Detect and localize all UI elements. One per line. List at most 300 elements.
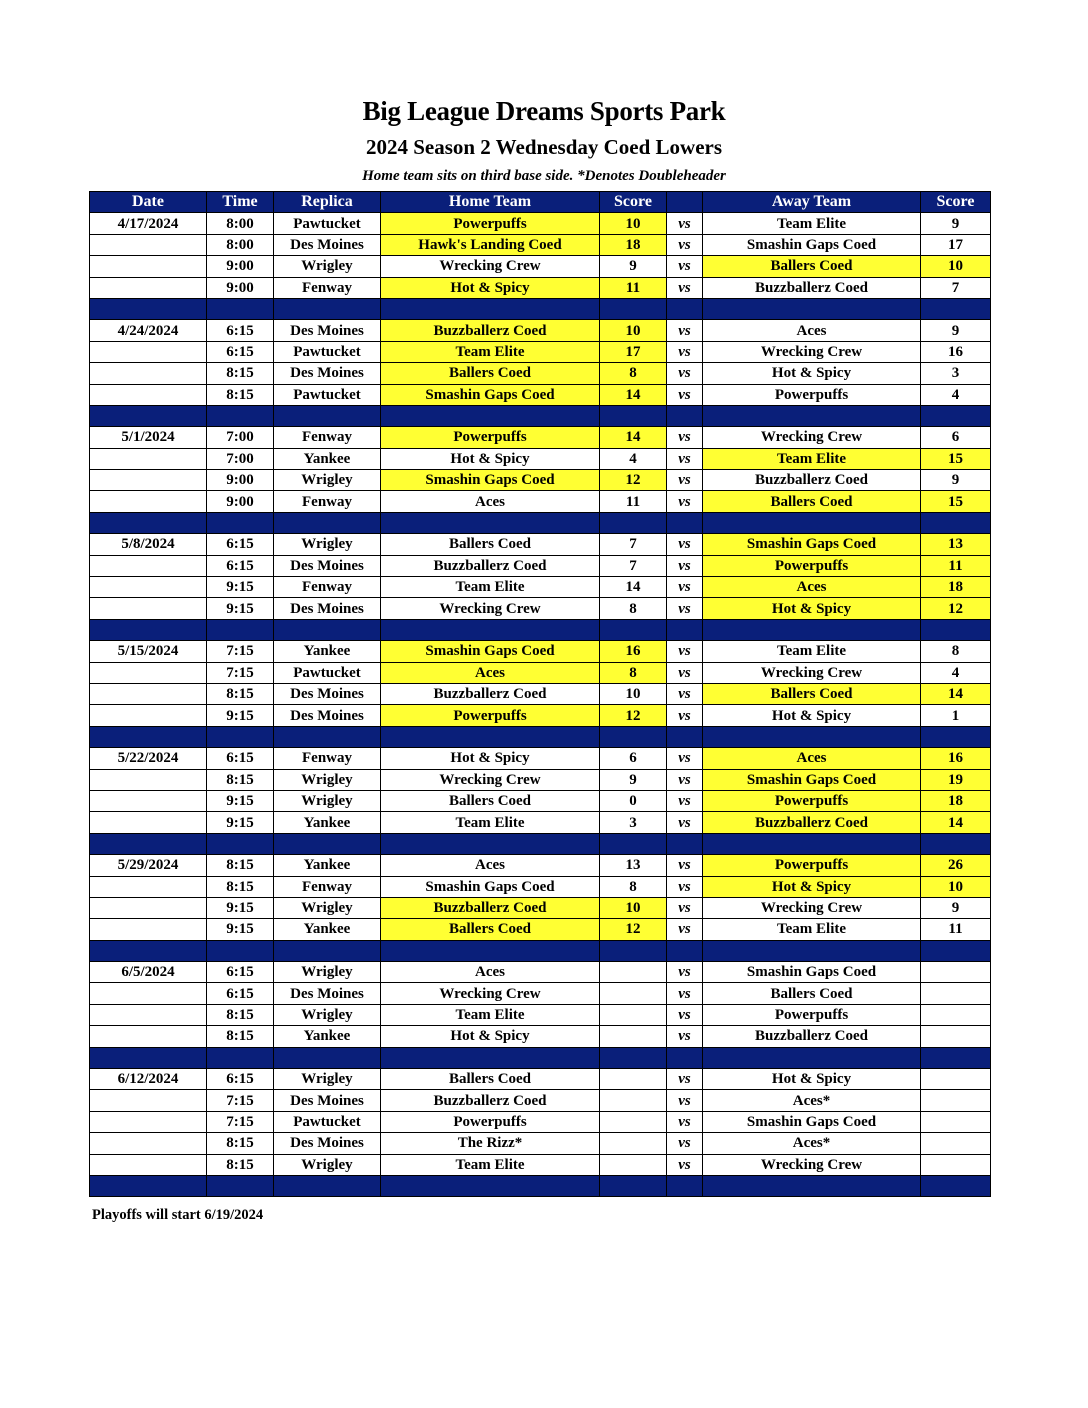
date-cell: [90, 598, 207, 619]
time-cell: 7:00: [207, 427, 274, 448]
date-cell: [90, 384, 207, 405]
replica-cell: Fenway: [274, 427, 381, 448]
vs-cell: vs: [667, 769, 703, 790]
time-cell: 9:15: [207, 919, 274, 940]
separator-cell: [381, 940, 600, 961]
away-team-cell: Powerpuffs: [703, 855, 921, 876]
away-score-cell: [921, 1111, 991, 1132]
vs-cell: vs: [667, 812, 703, 833]
schedule-table: [89, 191, 991, 1197]
col-header-away-score: Score: [921, 192, 991, 213]
replica-cell: Des Moines: [274, 683, 381, 704]
home-team-cell: Powerpuffs: [381, 213, 600, 234]
home-team-cell: Buzzballerz Coed: [381, 897, 600, 918]
vs-cell: vs: [667, 1090, 703, 1111]
date-cell: [90, 876, 207, 897]
home-team-cell: Buzzballerz Coed: [381, 555, 600, 576]
separator-cell: [600, 405, 667, 426]
home-score-cell: 12: [600, 705, 667, 726]
time-cell: 7:15: [207, 641, 274, 662]
replica-cell: Des Moines: [274, 363, 381, 384]
away-team-cell: Hot & Spicy: [703, 1069, 921, 1090]
away-team-cell: Buzzballerz Coed: [703, 1026, 921, 1047]
replica-cell: Des Moines: [274, 983, 381, 1004]
time-cell: 8:15: [207, 1154, 274, 1175]
away-team-cell: Hot & Spicy: [703, 705, 921, 726]
date-cell: [90, 256, 207, 277]
separator-cell: [667, 298, 703, 319]
replica-cell: Wrigley: [274, 790, 381, 811]
table-row: [90, 598, 991, 619]
separator-cell: [667, 726, 703, 747]
home-team-cell: Ballers Coed: [381, 1069, 600, 1090]
time-cell: 7:00: [207, 448, 274, 469]
table-row: [90, 491, 991, 512]
time-cell: 6:15: [207, 748, 274, 769]
home-score-cell: 16: [600, 641, 667, 662]
date-cell: [90, 790, 207, 811]
date-cell: [90, 1026, 207, 1047]
home-score-cell: 18: [600, 234, 667, 255]
away-score-cell: [921, 983, 991, 1004]
away-score-cell: 18: [921, 577, 991, 598]
table-row: [90, 234, 991, 255]
away-team-cell: Smashin Gaps Coed: [703, 1111, 921, 1132]
home-score-cell: 14: [600, 577, 667, 598]
vs-cell: vs: [667, 662, 703, 683]
home-score-cell: 3: [600, 812, 667, 833]
away-team-cell: Buzzballerz Coed: [703, 470, 921, 491]
table-header-row: [90, 192, 991, 213]
home-team-cell: Wrecking Crew: [381, 983, 600, 1004]
replica-cell: Wrigley: [274, 256, 381, 277]
table-row: [90, 983, 991, 1004]
time-cell: 8:15: [207, 1026, 274, 1047]
separator-cell: [274, 1047, 381, 1068]
home-score-cell: 12: [600, 919, 667, 940]
col-header-away-team: Away Team: [703, 192, 921, 213]
home-score-cell: 8: [600, 363, 667, 384]
away-team-cell: Hot & Spicy: [703, 363, 921, 384]
separator-cell: [381, 405, 600, 426]
replica-cell: Fenway: [274, 876, 381, 897]
separator-cell: [600, 1047, 667, 1068]
separator-cell: [274, 512, 381, 533]
date-cell: [90, 363, 207, 384]
away-team-cell: Powerpuffs: [703, 384, 921, 405]
separator-cell: [667, 1047, 703, 1068]
away-team-cell: Ballers Coed: [703, 491, 921, 512]
away-team-cell: Smashin Gaps Coed: [703, 769, 921, 790]
separator-cell: [921, 940, 991, 961]
separator-cell: [703, 1175, 921, 1196]
away-score-cell: [921, 1133, 991, 1154]
date-cell: [90, 448, 207, 469]
table-row: [90, 341, 991, 362]
separator-cell: [381, 726, 600, 747]
away-score-cell: 12: [921, 598, 991, 619]
separator-cell: [703, 298, 921, 319]
home-team-cell: Ballers Coed: [381, 790, 600, 811]
separator-cell: [921, 1047, 991, 1068]
away-score-cell: 14: [921, 812, 991, 833]
home-team-cell: Hot & Spicy: [381, 748, 600, 769]
home-score-cell: 8: [600, 662, 667, 683]
table-row: [90, 662, 991, 683]
home-score-cell: [600, 1026, 667, 1047]
table-row: [90, 855, 991, 876]
away-score-cell: 9: [921, 897, 991, 918]
separator-cell: [600, 1175, 667, 1196]
home-score-cell: [600, 1133, 667, 1154]
date-cell: [90, 1133, 207, 1154]
away-team-cell: Wrecking Crew: [703, 897, 921, 918]
time-cell: 9:15: [207, 705, 274, 726]
date-cell: 6/12/2024: [90, 1069, 207, 1090]
home-score-cell: 13: [600, 855, 667, 876]
separator-cell: [667, 619, 703, 640]
home-team-cell: Wrecking Crew: [381, 769, 600, 790]
time-cell: 6:15: [207, 534, 274, 555]
replica-cell: Yankee: [274, 855, 381, 876]
col-header-replica: Replica: [274, 192, 381, 213]
home-score-cell: 9: [600, 769, 667, 790]
separator-cell: [703, 940, 921, 961]
replica-cell: Yankee: [274, 1026, 381, 1047]
vs-cell: vs: [667, 598, 703, 619]
separator-cell: [667, 512, 703, 533]
replica-cell: Des Moines: [274, 598, 381, 619]
table-row: [90, 641, 991, 662]
table-row: [90, 1069, 991, 1090]
home-team-cell: Hot & Spicy: [381, 277, 600, 298]
vs-cell: vs: [667, 427, 703, 448]
time-cell: 8:15: [207, 855, 274, 876]
table-row: [90, 876, 991, 897]
separator-cell: [600, 512, 667, 533]
separator-cell: [274, 726, 381, 747]
table-row: [90, 384, 991, 405]
vs-cell: vs: [667, 491, 703, 512]
away-team-cell: Aces: [703, 320, 921, 341]
separator-cell: [381, 298, 600, 319]
home-team-cell: Team Elite: [381, 341, 600, 362]
away-score-cell: 17: [921, 234, 991, 255]
separator-cell: [600, 619, 667, 640]
home-team-cell: The Rizz*: [381, 1133, 600, 1154]
separator-cell: [381, 512, 600, 533]
vs-cell: vs: [667, 555, 703, 576]
date-cell: [90, 470, 207, 491]
vs-cell: vs: [667, 277, 703, 298]
away-score-cell: 10: [921, 256, 991, 277]
home-team-cell: Team Elite: [381, 577, 600, 598]
home-score-cell: [600, 1090, 667, 1111]
home-score-cell: 10: [600, 320, 667, 341]
table-row: [90, 448, 991, 469]
separator-cell: [703, 1047, 921, 1068]
home-team-cell: Hawk's Landing Coed: [381, 234, 600, 255]
home-score-cell: [600, 962, 667, 983]
table-row: [90, 1154, 991, 1175]
away-score-cell: [921, 1090, 991, 1111]
home-score-cell: 10: [600, 213, 667, 234]
separator-cell: [90, 405, 207, 426]
replica-cell: Wrigley: [274, 1069, 381, 1090]
time-cell: 9:15: [207, 897, 274, 918]
replica-cell: Wrigley: [274, 534, 381, 555]
replica-cell: Pawtucket: [274, 213, 381, 234]
separator-cell: [703, 726, 921, 747]
away-score-cell: 16: [921, 748, 991, 769]
away-team-cell: Smashin Gaps Coed: [703, 534, 921, 555]
home-score-cell: 9: [600, 256, 667, 277]
home-score-cell: 7: [600, 555, 667, 576]
away-score-cell: 15: [921, 448, 991, 469]
vs-cell: vs: [667, 1069, 703, 1090]
away-score-cell: [921, 1154, 991, 1175]
away-team-cell: Team Elite: [703, 213, 921, 234]
home-score-cell: 6: [600, 748, 667, 769]
separator-cell: [381, 619, 600, 640]
home-team-cell: Aces: [381, 662, 600, 683]
week-separator-row: [90, 619, 991, 640]
vs-cell: vs: [667, 341, 703, 362]
vs-cell: vs: [667, 705, 703, 726]
home-score-cell: 7: [600, 534, 667, 555]
home-score-cell: 0: [600, 790, 667, 811]
away-team-cell: Wrecking Crew: [703, 427, 921, 448]
time-cell: 9:00: [207, 491, 274, 512]
separator-cell: [207, 512, 274, 533]
separator-cell: [274, 619, 381, 640]
time-cell: 7:15: [207, 1090, 274, 1111]
vs-cell: vs: [667, 470, 703, 491]
time-cell: 6:15: [207, 962, 274, 983]
vs-cell: vs: [667, 748, 703, 769]
vs-cell: vs: [667, 790, 703, 811]
separator-cell: [600, 726, 667, 747]
date-cell: 5/8/2024: [90, 534, 207, 555]
replica-cell: Wrigley: [274, 1004, 381, 1025]
date-cell: [90, 812, 207, 833]
separator-cell: [381, 1175, 600, 1196]
vs-cell: vs: [667, 1154, 703, 1175]
home-score-cell: [600, 983, 667, 1004]
home-score-cell: 10: [600, 683, 667, 704]
week-separator-row: [90, 1175, 991, 1196]
separator-cell: [207, 833, 274, 854]
replica-cell: Des Moines: [274, 320, 381, 341]
replica-cell: Fenway: [274, 577, 381, 598]
separator-cell: [274, 833, 381, 854]
separator-cell: [703, 405, 921, 426]
separator-cell: [90, 298, 207, 319]
vs-cell: vs: [667, 448, 703, 469]
table-row: [90, 555, 991, 576]
separator-cell: [90, 726, 207, 747]
separator-cell: [90, 1047, 207, 1068]
home-team-cell: Team Elite: [381, 812, 600, 833]
away-score-cell: 15: [921, 491, 991, 512]
vs-cell: vs: [667, 1111, 703, 1132]
home-team-cell: Team Elite: [381, 1154, 600, 1175]
away-score-cell: [921, 1026, 991, 1047]
home-score-cell: 4: [600, 448, 667, 469]
home-score-cell: 11: [600, 277, 667, 298]
away-score-cell: 26: [921, 855, 991, 876]
col-header-time: Time: [207, 192, 274, 213]
home-team-cell: Aces: [381, 962, 600, 983]
separator-cell: [90, 833, 207, 854]
away-team-cell: Aces: [703, 577, 921, 598]
home-team-cell: Ballers Coed: [381, 534, 600, 555]
table-row: [90, 277, 991, 298]
table-row: [90, 812, 991, 833]
separator-cell: [703, 833, 921, 854]
vs-cell: vs: [667, 962, 703, 983]
separator-cell: [667, 405, 703, 426]
vs-cell: vs: [667, 320, 703, 341]
time-cell: 6:15: [207, 320, 274, 341]
separator-cell: [921, 726, 991, 747]
date-cell: 5/29/2024: [90, 855, 207, 876]
time-cell: 6:15: [207, 1069, 274, 1090]
vs-cell: vs: [667, 855, 703, 876]
replica-cell: Pawtucket: [274, 384, 381, 405]
replica-cell: Wrigley: [274, 962, 381, 983]
separator-cell: [274, 405, 381, 426]
separator-cell: [274, 298, 381, 319]
date-cell: [90, 341, 207, 362]
replica-cell: Des Moines: [274, 555, 381, 576]
separator-cell: [600, 833, 667, 854]
time-cell: 9:00: [207, 470, 274, 491]
time-cell: 6:15: [207, 555, 274, 576]
time-cell: 7:15: [207, 1111, 274, 1132]
time-cell: 8:15: [207, 384, 274, 405]
separator-cell: [921, 833, 991, 854]
away-team-cell: Aces*: [703, 1133, 921, 1154]
home-team-cell: Aces: [381, 491, 600, 512]
away-score-cell: 8: [921, 641, 991, 662]
away-team-cell: Powerpuffs: [703, 555, 921, 576]
home-team-cell: Buzzballerz Coed: [381, 1090, 600, 1111]
away-team-cell: Smashin Gaps Coed: [703, 962, 921, 983]
table-row: [90, 427, 991, 448]
date-cell: [90, 662, 207, 683]
separator-cell: [921, 512, 991, 533]
vs-cell: vs: [667, 1004, 703, 1025]
replica-cell: Des Moines: [274, 234, 381, 255]
home-team-cell: Ballers Coed: [381, 363, 600, 384]
replica-cell: Yankee: [274, 448, 381, 469]
separator-cell: [90, 619, 207, 640]
home-score-cell: [600, 1154, 667, 1175]
table-row: [90, 748, 991, 769]
table-row: [90, 1026, 991, 1047]
col-header-home-team: Home Team: [381, 192, 600, 213]
home-score-cell: 12: [600, 470, 667, 491]
home-team-cell: Buzzballerz Coed: [381, 320, 600, 341]
table-row: [90, 962, 991, 983]
home-score-cell: [600, 1004, 667, 1025]
away-score-cell: 1: [921, 705, 991, 726]
away-team-cell: Team Elite: [703, 641, 921, 662]
separator-cell: [667, 1175, 703, 1196]
away-score-cell: 18: [921, 790, 991, 811]
time-cell: 6:15: [207, 983, 274, 1004]
vs-cell: vs: [667, 876, 703, 897]
away-score-cell: 14: [921, 683, 991, 704]
away-score-cell: 9: [921, 320, 991, 341]
away-score-cell: 4: [921, 384, 991, 405]
time-cell: 8:15: [207, 1004, 274, 1025]
table-row: [90, 790, 991, 811]
separator-cell: [600, 940, 667, 961]
time-cell: 8:15: [207, 876, 274, 897]
away-score-cell: 4: [921, 662, 991, 683]
home-team-cell: Hot & Spicy: [381, 448, 600, 469]
away-score-cell: 7: [921, 277, 991, 298]
replica-cell: Fenway: [274, 277, 381, 298]
separator-cell: [667, 833, 703, 854]
schedule-body: [90, 213, 991, 1197]
home-score-cell: 8: [600, 598, 667, 619]
home-score-cell: 14: [600, 427, 667, 448]
col-header-home-score: Score: [600, 192, 667, 213]
week-separator-row: [90, 298, 991, 319]
week-separator-row: [90, 512, 991, 533]
table-row: [90, 1090, 991, 1111]
home-team-cell: Smashin Gaps Coed: [381, 470, 600, 491]
separator-cell: [667, 940, 703, 961]
home-team-cell: Powerpuffs: [381, 705, 600, 726]
replica-cell: Des Moines: [274, 1090, 381, 1111]
separator-cell: [703, 619, 921, 640]
vs-cell: vs: [667, 919, 703, 940]
away-team-cell: Ballers Coed: [703, 983, 921, 1004]
away-score-cell: 16: [921, 341, 991, 362]
away-team-cell: Hot & Spicy: [703, 876, 921, 897]
home-team-cell: Powerpuffs: [381, 1111, 600, 1132]
date-cell: 6/5/2024: [90, 962, 207, 983]
replica-cell: Pawtucket: [274, 341, 381, 362]
week-separator-row: [90, 833, 991, 854]
away-team-cell: Team Elite: [703, 919, 921, 940]
time-cell: 6:15: [207, 341, 274, 362]
away-score-cell: [921, 962, 991, 983]
away-score-cell: 11: [921, 919, 991, 940]
vs-cell: vs: [667, 1026, 703, 1047]
away-score-cell: 6: [921, 427, 991, 448]
date-cell: [90, 234, 207, 255]
date-cell: 5/15/2024: [90, 641, 207, 662]
table-row: [90, 1111, 991, 1132]
date-cell: [90, 705, 207, 726]
vs-cell: vs: [667, 213, 703, 234]
away-team-cell: Aces: [703, 748, 921, 769]
table-row: [90, 1133, 991, 1154]
vs-cell: vs: [667, 384, 703, 405]
separator-cell: [921, 405, 991, 426]
home-score-cell: [600, 1111, 667, 1132]
date-cell: 4/24/2024: [90, 320, 207, 341]
vs-cell: vs: [667, 234, 703, 255]
vs-cell: vs: [667, 577, 703, 598]
separator-cell: [600, 298, 667, 319]
date-cell: [90, 983, 207, 1004]
